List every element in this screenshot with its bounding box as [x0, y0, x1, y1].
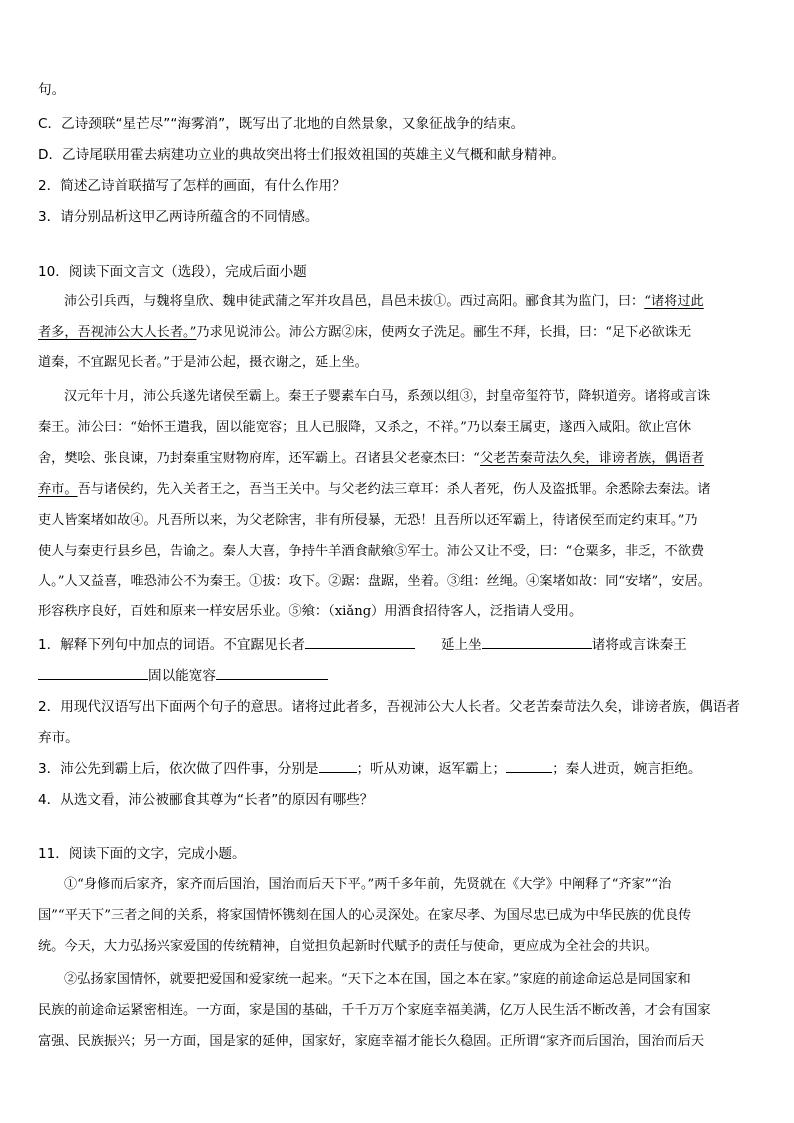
- answer-blank[interactable]: [305, 635, 415, 649]
- s10-question-1: 1．解释下列句中加点的词语。不宜踞见长者 延上坐 诸将或言诛秦王: [38, 637, 687, 653]
- underlined-sentence: 父老苦秦苛法久矣，诽谤者族，偶语者: [479, 451, 705, 466]
- passage-10-line: 吏人皆案堵如故④。凡吾所以来，为父老除害，非有所侵暴，无恐！且吾所以还军霸上，待诸侯至而定约束耳。”乃: [38, 513, 698, 528]
- passage-10-line: 使人与秦吏行县乡邑，告谕之。秦人大喜，争持牛羊酒食献飨⑤军士。沛公又让不受，曰：“仓粟多，非乏，不欲费: [38, 544, 705, 559]
- passage-11-line: 国”“平天下”三者之间的关系，将家国情怀镌刻在国人的心灵深处。在家尽孝、为国尽忠已成为中华民族的优良传: [38, 908, 692, 923]
- s10-question-2: 2．用现代汉语写出下面两个句子的意思。诸将过此者多，吾视沛公大人长者。父老苦秦苛法久矣，诽谤者族，偶语者: [38, 699, 740, 715]
- question-2: 2．简述乙诗首联描写了怎样的画面，有什么作用？: [38, 178, 346, 194]
- passage-10-line: 道秦，不宜踞见长者。”于是沛公起，摄衣谢之，延上坐。: [38, 355, 368, 370]
- s10-question-3: 3．沛公先到霸上后，依次做了四件事，分别是 ；听从劝谏，返军霸上； ；秦人进贡，婉言拒绝。: [38, 761, 702, 777]
- footnotes-line: 形容秩序良好，百姓和原来一样安居乐业。⑤飨：（xiǎng）用酒食招待客人，泛指请人受用。: [38, 604, 583, 619]
- section-11-heading: 11．阅读下面的文字，完成小题。: [38, 846, 246, 862]
- passage-10-line: 沛公引兵西，与魏将皇欣、魏申徒武蒲之军并攻昌邑，昌邑未拔①。西过高阳。郦食其为监门，曰：“诸将过此: [64, 294, 704, 309]
- passage-10-line: 舍，樊哙、张良谏，乃封秦重宝财物府库，还军霸上。召诸县父老豪杰曰：“父老苦秦苛法久矣，诽谤者族，偶语者: [38, 451, 705, 466]
- answer-blank[interactable]: [506, 759, 552, 773]
- passage-10-line: 人。”人又益喜，唯恐沛公不为秦王。①拔：攻下。②踞：盘踞，坐着。③组：丝绳。④案堵如故：同“安堵”，安居。: [38, 574, 711, 589]
- option-c: C．乙诗颈联“星芒尽”“海雾消”，既写出了北地的自然景象，又象征战争的结束。: [38, 116, 525, 132]
- prev-option-tail: 句。: [38, 82, 66, 98]
- underlined-sentence: “诸将过此: [644, 294, 704, 309]
- question-3: 3．请分别品析这甲乙两诗所蕴含的不同情感。: [38, 209, 319, 225]
- section-10-heading: 10．阅读下面文言文（选段），完成后面小题: [38, 264, 307, 280]
- passage-10-line: 者多，吾视沛公大人长者。”乃求见说沛公。沛公方踞②床，使两女子洗足。郦生不拜，长揖，曰：“足下必欲诛无: [38, 325, 692, 340]
- answer-blank[interactable]: [319, 759, 357, 773]
- passage-10-line: 汉元年十月，沛公兵遂先诸侯至霸上。秦王子婴素车白马，系颈以组③，封皇帝玺符节，降轵道旁。诸将或言诛: [64, 389, 711, 404]
- s10-question-1-cont: 固以能宽容: [38, 666, 328, 686]
- s10-question-4: 4．从选文看，沛公被郦食其尊为“长者”的原因有哪些？: [38, 792, 374, 808]
- s10-question-2-cont: 弃市。: [38, 730, 79, 746]
- passage-11-line: 民族的前途命运紧密相连。一方面，家是国的基础，千千万万个家庭幸福美满，亿万人民生活不断改善，才会有国家: [38, 1003, 711, 1018]
- passage-11-line: 统。今天，大力弘扬兴家爱国的传统精神，自觉担负起新时代赋予的责任与使命，更应成为全社会的共识。: [38, 939, 658, 954]
- underlined-sentence: 者多，吾视沛公大人长者。”: [38, 325, 197, 340]
- passage-10-line: 弃市。吾与诸侯约，先入关者王之，吾当王关中。与父老约法三章耳：杀人者死，伤人及盗抵罪。余悉除去秦法。诸: [38, 482, 711, 497]
- passage-10-line: 秦王。沛公曰：“始怀王遣我，固以能宽容；且人已服降，又杀之，不祥。”乃以秦王属吏，遂西入咸阳。欲止宫休: [38, 420, 692, 435]
- answer-blank[interactable]: [482, 635, 592, 649]
- option-d: D．乙诗尾联用霍去病建功立业的典故突出将士们报效祖国的英雄主义气概和献身精神。: [38, 147, 566, 163]
- underlined-sentence: 弃市。: [38, 482, 78, 497]
- answer-blank[interactable]: [216, 666, 328, 680]
- passage-11-line: ②弘扬家国情怀，就要把爱国和爱家统一起来。“天下之本在国，国之本在家。”家庭的前途命运总是同国家和: [64, 972, 691, 987]
- passage-11-line: ①“身修而后家齐，家齐而后国治，国治而后天下平。”两千多年前，先贤就在《大学》中阐释了“齐家”“治: [64, 877, 672, 892]
- answer-blank[interactable]: [38, 666, 148, 680]
- passage-11-line: 富强、民族振兴；另一方面，国是家的延伸，国家好，家庭幸福才能长久稳固。正所谓“家齐而后国治，国治而后天: [38, 1034, 705, 1049]
